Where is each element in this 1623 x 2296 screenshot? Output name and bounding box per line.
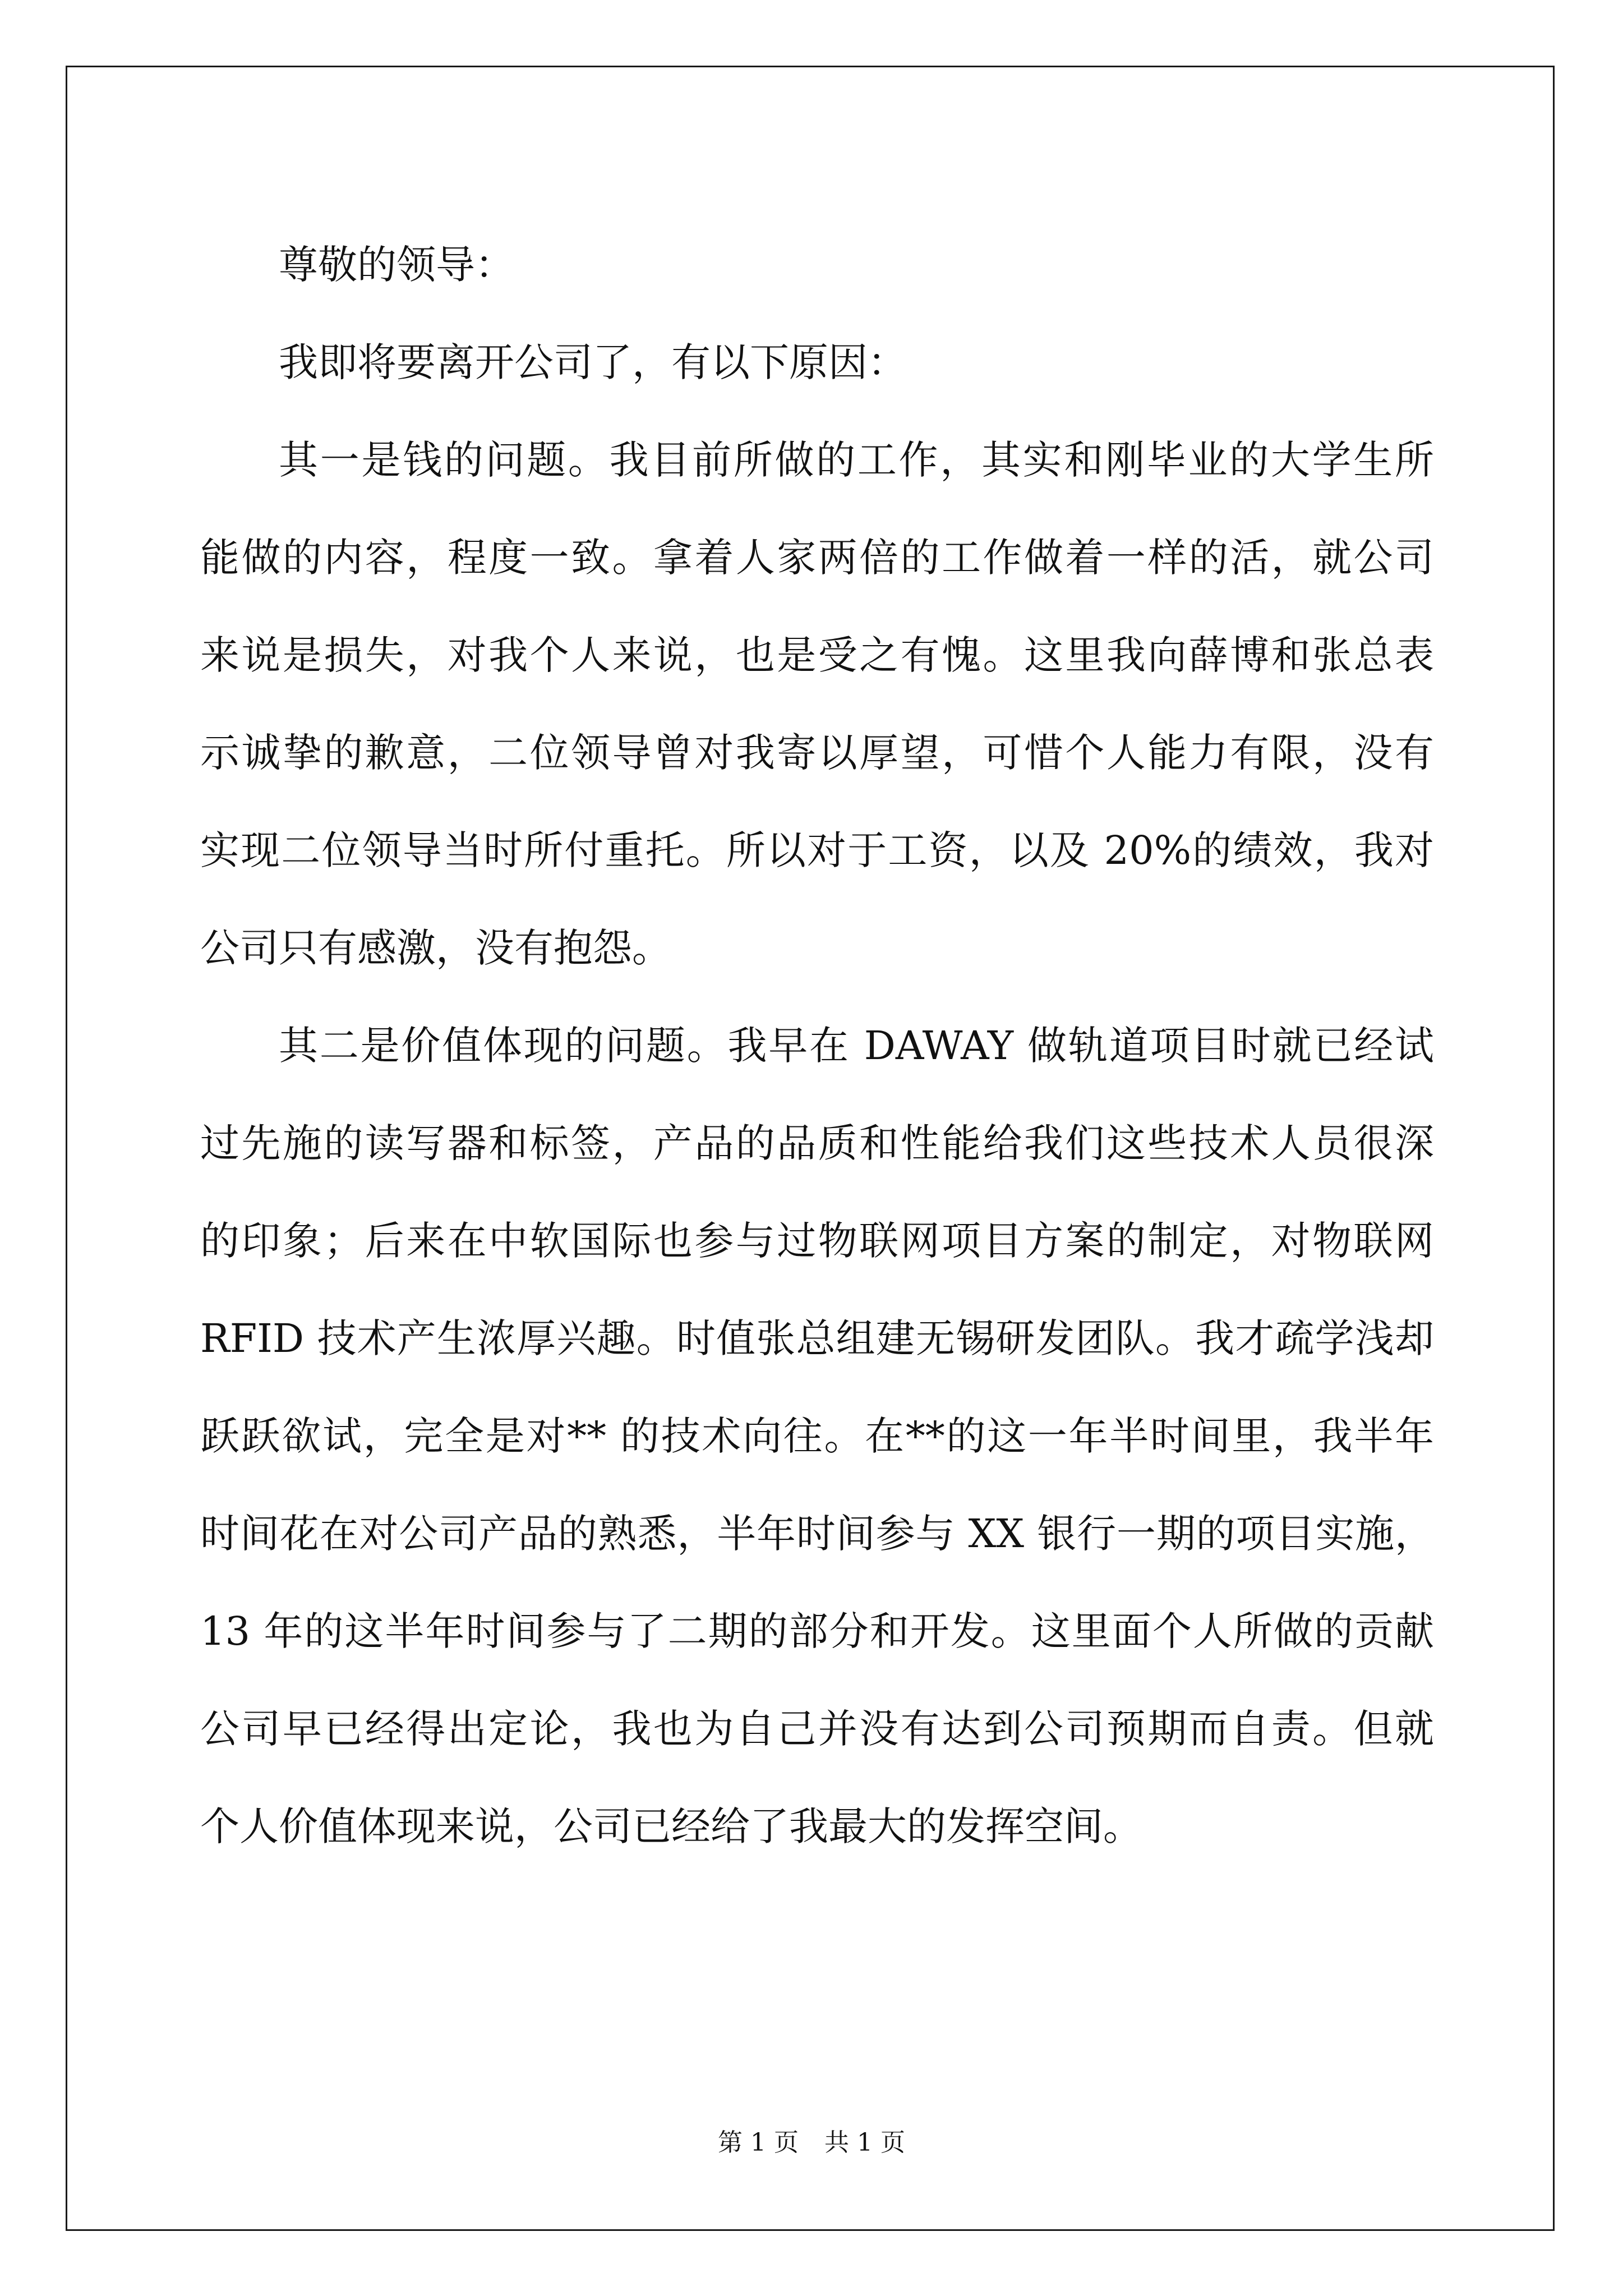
paragraph-line: 其二是价值体现的问题。我早在 DAWAY 做轨道项目时就已经试 <box>279 1023 1434 1069</box>
paragraph-line: 过先施的读写器和标签，产品的品质和性能给我们这些技术人员很深 <box>200 1120 1434 1166</box>
paragraph-line: 能做的内容，程度一致。拿着人家两倍的工作做着一样的活，就公司 <box>200 535 1434 581</box>
paragraph-line: RFID 技术产生浓厚兴趣。时值张总组建无锡研发团队。我才疏学浅却 <box>200 1315 1434 1361</box>
page-number: 第 1 页 <box>718 2128 799 2157</box>
paragraph-line: 个人价值体现来说，公司已经给了我最大的发挥空间。 <box>200 1803 1142 1849</box>
page-total: 共 1 页 <box>824 2128 905 2157</box>
paragraph-line: 我即将要离开公司了，有以下原因： <box>279 339 907 385</box>
paragraph-line: 时间花在对公司产品的熟悉，半年时间参与 XX 银行一期的项目实施， <box>200 1511 1434 1557</box>
letter-body <box>200 216 1434 1875</box>
paragraph-line: 跃跃欲试，完全是对** 的技术向往。在**的这一年半时间里，我半年 <box>200 1413 1434 1459</box>
paragraph-line: 公司只有感激，没有抱怨。 <box>200 925 671 971</box>
paragraph-line: 公司早已经得出定论，我也为自己并没有达到公司预期而自责。但就 <box>200 1706 1434 1752</box>
paragraph-line: 实现二位领导当时所付重托。所以对于工资，以及 20%的绩效，我对 <box>200 827 1434 873</box>
paragraph-line: 13 年的这半年时间参与了二期的部分和开发。这里面个人所做的贡献 <box>200 1608 1434 1654</box>
page-footer <box>0 2126 1623 2160</box>
paragraph-line: 其一是钱的问题。我目前所做的工作，其实和刚毕业的大学生所 <box>279 437 1434 483</box>
salutation: 尊敬的领导： <box>279 242 514 288</box>
paragraph-line: 示诚挚的歉意，二位领导曾对我寄以厚望，可惜个人能力有限，没有 <box>200 730 1434 776</box>
paragraph-line: 的印象；后来在中软国际也参与过物联网项目方案的制定，对物联网 <box>200 1218 1434 1264</box>
paragraph-line: 来说是损失，对我个人来说，也是受之有愧。这里我向薛博和张总表 <box>200 632 1434 678</box>
